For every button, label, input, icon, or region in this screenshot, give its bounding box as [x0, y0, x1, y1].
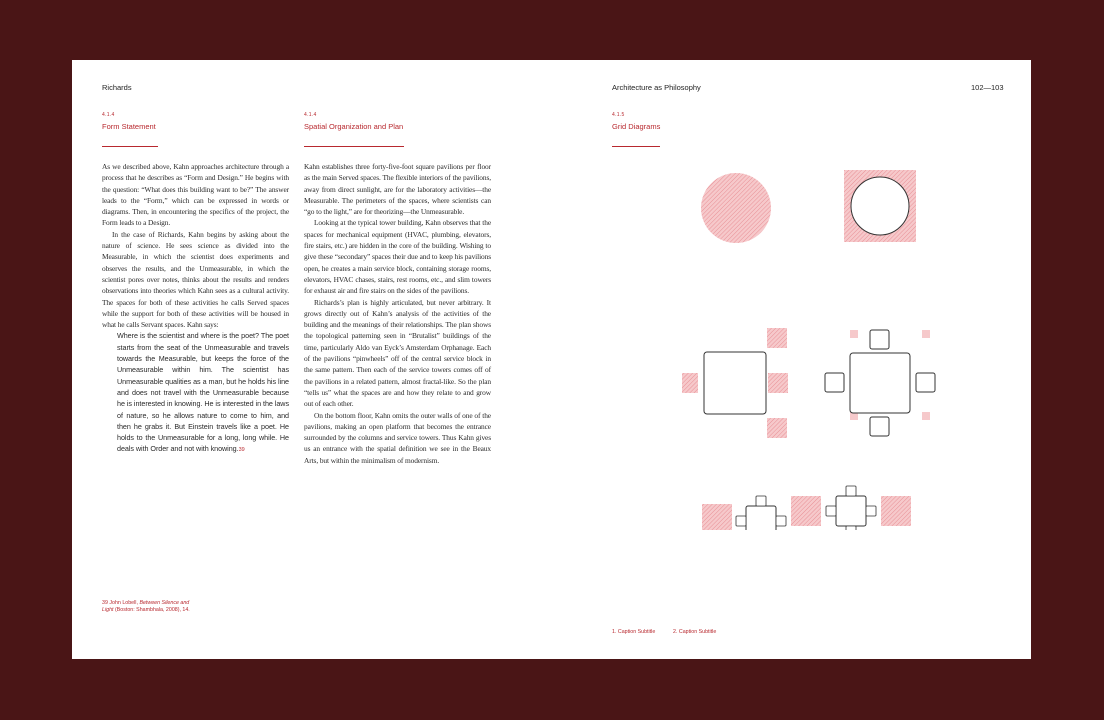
paragraph: As we described above, Kahn approaches architecture through a process that he describes as “Form and Design.” He begins with the question: “What does this building want to be?” The answer leads to the “Form,” which can be expressed in words or diagrams. Then, in encountering the specifics of the project, the Form leads to a Design. — [102, 162, 289, 228]
paragraph: Looking at the typical tower building, Kahn observes that the spaces for mechanical equipment (HVAC, plumbing, elevators, fire stairs, etc.) are hidden in the core of the building. Wishing to give these “secondary” spaces their due and to keep his pavilions open, he creates a main service block, containing storage rooms, elevators, HVAC chases, stairs, rest rooms, etc., and slim towers for exhaust air and fire stairs on the sides of the pavilions. — [304, 218, 491, 296]
square-circle-diagram — [844, 162, 916, 250]
section-rule — [102, 146, 158, 147]
section-number: 4.1.4 — [102, 112, 115, 118]
footnote-reference: 39 — [238, 447, 245, 454]
caption-2: 2. Caption Subtitle — [673, 629, 717, 635]
left-running-head: Richards — [102, 83, 132, 92]
pavilion-outlined-towers-diagram — [825, 330, 935, 436]
paragraph: On the bottom floor, Kahn omits the outer walls of one of the pavilions, making an open platform that becomes the entrance surrounded by the columns and service towers. Thus Kahn gives us an entrance with the spatial definition we see in the Beaux Arts, but within the minimalism of modernism. — [304, 410, 491, 465]
section-number: 4.1.4 — [304, 112, 317, 118]
caption-1: 1. Caption Subtitle — [612, 629, 656, 635]
footnote-book-title: Between Silence and Light — [102, 600, 190, 613]
section-rule — [612, 146, 660, 147]
footnote-author: John Lobell, — [109, 600, 138, 606]
section-rule — [304, 146, 404, 147]
form-statement-text — [102, 161, 289, 457]
paragraph: In the case of Richards, Kahn begins by asking about the nature of science. He sees science as divided into the Measurable, in which the scientist does experiments and observes the results, and the Unmeasurable, in which the scientist pores over notes, thinks about the results and renders observations into theories which Kahn sees as a cultural activity. The spaces for both of these activities he calls Served spaces while the support for both of these activities will be housed in what he calls Servant spaces. Kahn says: — [102, 229, 289, 330]
quote-text: Where is the scientist and where is the poet? The poet starts from the seat of the Unmeasurable and travels towards the Measurable, but keeps the force of the Unmeasurable within him. The scientist has Unmeasurable qualities as a man, but he holds his line and does not travel with the Unmeasurable because he is interested in knowing. He is interested in the laws of nature, so he allows nature to come to him, and then he grabs it. But Einstein travels like a poet. He holds to the Unmeasurable for a long, long while. He deals with Order and not with knowing. — [117, 331, 289, 454]
block-quote — [117, 330, 289, 456]
footnote — [102, 600, 202, 614]
book-spread — [72, 60, 1031, 659]
section-title: Form Statement — [102, 122, 156, 131]
composite-plan-diagram — [702, 486, 911, 530]
pavilion-hatched-towers-diagram — [682, 328, 788, 438]
footnote-number: 39 — [102, 600, 108, 606]
section-title: Spatial Organization and Plan — [304, 122, 404, 131]
paragraph: Kahn establishes three forty-five-foot square pavilions per floor as the main Served spaces. The flexible interiors of the pavilions, away from direct sunlight, are for the laboratory activities—the Measurable. The perimeters of the spaces, where scientists can “go to the light,” are for theorizing—the Unmeasurable. — [304, 162, 491, 217]
section-title: Grid Diagrams — [612, 122, 661, 131]
paragraph: Richards’s plan is highly articulated, but never arbitrary. It grows directly out of Kahn’s analysis of the activities of the building and the meanings of their relationships. The plan shows the topological patterning seen in “Brutalist” buildings of the time, particularly Aldo van Eyck’s Amsterdam Orphanage. Each of the pavilions “pinwheels” off of the central service block in the same pattern. Then each of the service towers comes off of the pavilions in a related pattern, almost fractal-like. So the plan “tells us” what the spaces are and how they relate to and grow out of each other. — [304, 297, 491, 409]
spatial-organization-text — [304, 161, 491, 466]
grid-diagrams — [682, 150, 962, 530]
circle-diagram — [701, 173, 771, 243]
right-running-head: Architecture as Philosophy — [612, 83, 701, 92]
section-number: 4.1.5 — [612, 112, 625, 118]
page-numbers: 102—103 — [971, 83, 1004, 92]
footnote-publication: (Boston: Shambhala, 2008), 14. — [114, 606, 190, 613]
